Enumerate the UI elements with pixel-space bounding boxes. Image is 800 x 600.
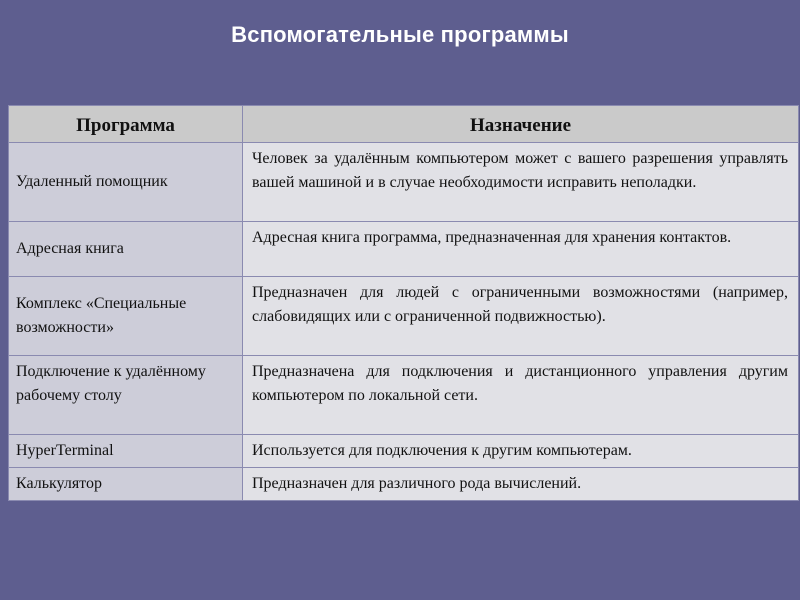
program-cell: Калькулятор: [9, 468, 243, 501]
table-row: [9, 143, 799, 222]
header-purpose: Назначение: [243, 106, 799, 143]
program-cell: Комплекс «Специальные возможности»: [9, 277, 243, 356]
table-header-row: [9, 106, 799, 143]
table-row: [9, 277, 799, 356]
purpose-cell: Предназначен для различного рода вычислений.: [243, 468, 799, 501]
header-program: Программа: [9, 106, 243, 143]
purpose-cell: Человек за удалённым компьютером может с вашего разрешения управлять вашей машиной и в случае необходимости исправить неполадки.: [243, 143, 799, 222]
table-row: [9, 468, 799, 501]
programs-table: [8, 105, 799, 501]
slide-title: Вспомогательные программы: [231, 22, 569, 47]
purpose-cell: Предназначен для людей с ограниченными возможностями (например, слабовидящих или с ограниченной подвижностью).: [243, 277, 799, 356]
purpose-cell: Адресная книга программа, предназначенная для хранения контактов.: [243, 222, 799, 277]
table-row: [9, 435, 799, 468]
table-row: [9, 356, 799, 435]
purpose-cell: Предназначена для подключения и дистанционного управления другим компьютером по локальной сети.: [243, 356, 799, 435]
program-cell: Подключение к удалённому рабочему столу: [9, 356, 243, 435]
program-cell: Адресная книга: [9, 222, 243, 277]
program-cell: HyperTerminal: [9, 435, 243, 468]
table-row: [9, 222, 799, 277]
purpose-cell: Используется для подключения к другим компьютерам.: [243, 435, 799, 468]
program-cell: Удаленный помощник: [9, 143, 243, 222]
